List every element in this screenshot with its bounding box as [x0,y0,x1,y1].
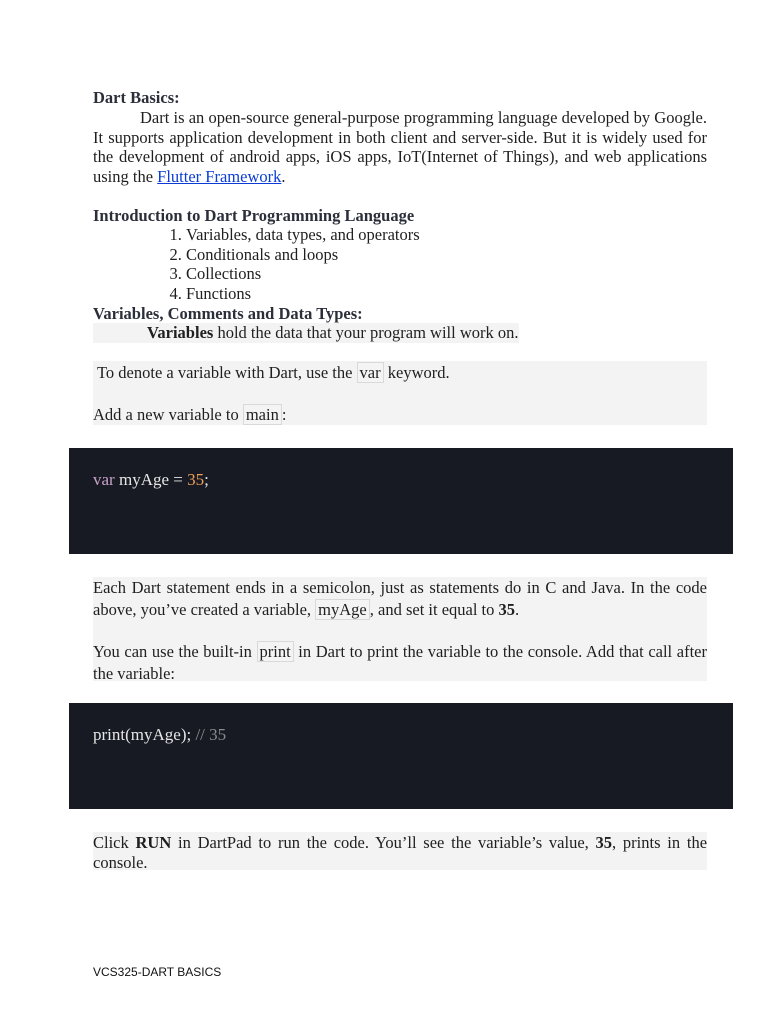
print-text-2: in Dart to print the variable to the console. Add that call after the variable: [93,642,707,683]
statement-bold-value: 35 [498,600,516,619]
list-item: 4. Functions [186,284,420,304]
intro-heading: Introduction to Dart Programming Language [93,206,415,225]
myage-code: myAge [315,599,370,620]
basics-text-end: . [281,166,286,186]
code-semicolon: ; [204,470,209,489]
run-paragraph [93,833,707,872]
variables-desc-shade [93,323,519,343]
basics-text: Dart is an open-source general-purpose programming language developed by Google. It supports application development in both client and server-side. But it is widely used for the development of android apps, iOS apps, IoT(Internet of Things), and web applications using the [93,108,707,186]
statement-text-2: , and set it equal to [369,600,499,619]
list-item: 2. Conditionals and loops [186,245,420,265]
code-keyword: var [93,470,115,489]
denote-text-after: keyword. [383,363,450,382]
code-number: 35 [187,470,205,489]
main-function-code: main [243,404,282,425]
print-paragraph [93,641,707,685]
list-item: 3. Collections [186,264,420,284]
code-call: print(myAge); [93,725,192,744]
add-var-text-after: : [281,405,287,424]
variables-heading: Variables, Comments and Data Types: [93,304,363,323]
add-var-text: Add a new variable to [93,405,243,424]
code-comment: // 35 [191,725,227,744]
run-text: Click [93,833,136,852]
run-bold: RUN [135,833,172,852]
code-identifier: myAge = [114,470,188,489]
print-code: print [257,641,294,662]
code-line [93,725,226,745]
statement-text-3: . [515,600,520,619]
code-line [93,470,209,490]
var-keyword-code: var [357,362,384,383]
code-block-var [69,448,733,554]
print-text: You can use the built-in [93,642,257,661]
run-text-3: , prints in the console. [93,833,708,872]
flutter-framework-link[interactable]: Flutter Framework [157,166,282,186]
basics-paragraph [93,108,707,186]
topics-list [161,225,420,303]
variables-description [93,323,553,343]
denote-sentence [97,363,711,383]
run-bold-value: 35 [595,833,613,852]
basics-heading: Dart Basics: [93,88,180,107]
variables-desc-text: hold the data that your program will work on. [213,323,519,342]
run-text-2: in DartPad to run the code. You’ll see the variable’s value, [171,833,596,852]
page-footer: VCS325-DART BASICS [93,965,222,979]
add-variable-sentence [93,405,707,425]
statement-paragraph [93,577,707,621]
denote-text: To denote a variable with Dart, use the [97,363,357,382]
list-item: 1. Variables, data types, and operators [186,225,420,245]
variables-bold-word: Variables [147,323,214,342]
statement-text: Each Dart statement ends in a semicolon, just as statements do in C and Java. In the code above, you’ve created a variable, [93,578,707,619]
code-block-print [69,703,733,809]
